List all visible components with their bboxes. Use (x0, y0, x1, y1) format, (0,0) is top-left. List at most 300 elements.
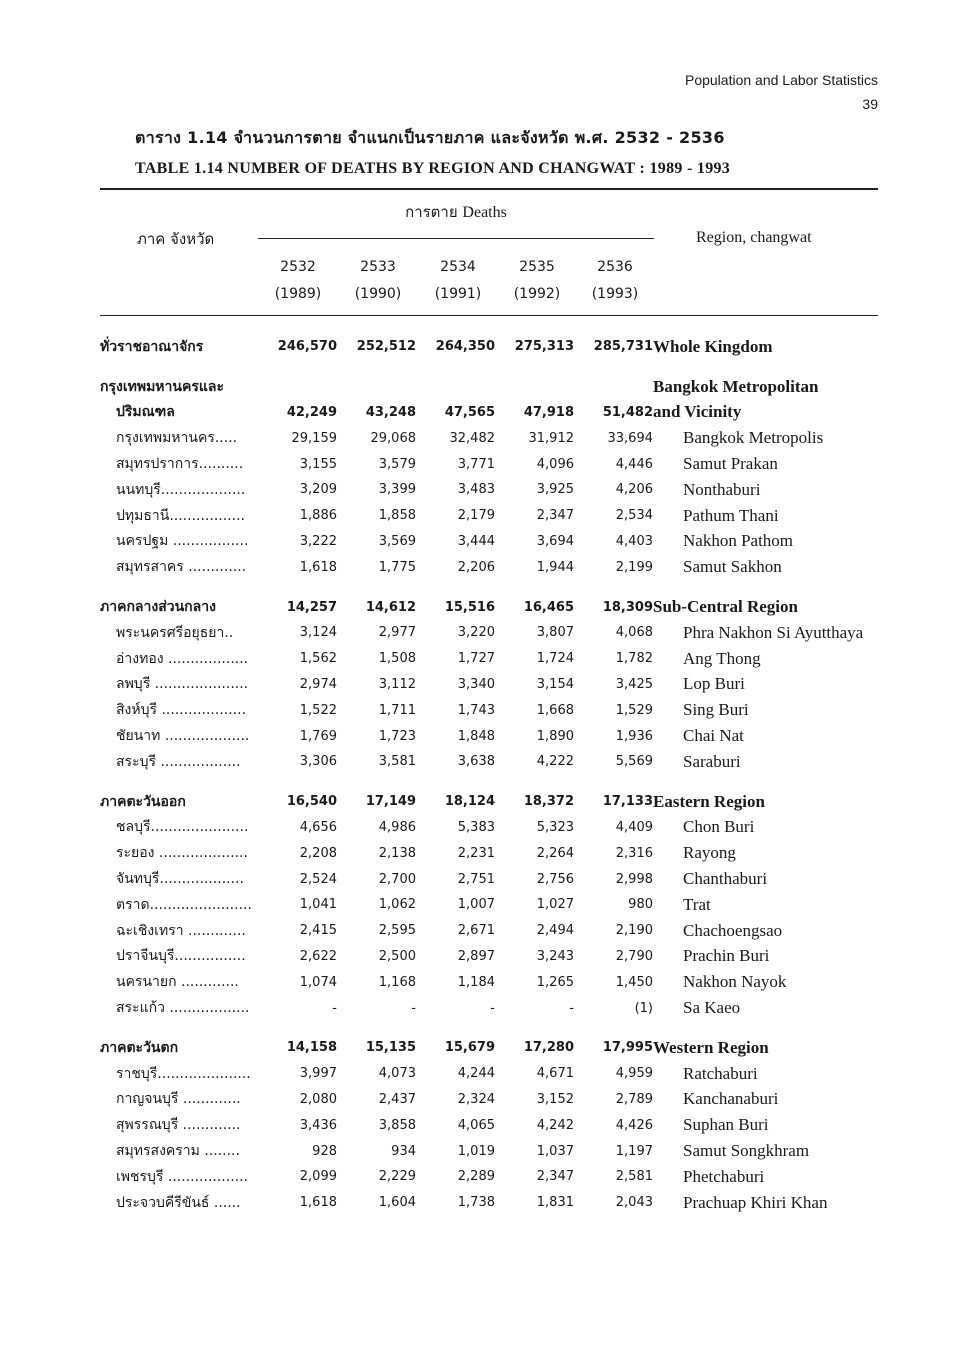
value-text: 18,124 (444, 794, 495, 810)
value-text: 2,977 (378, 625, 416, 641)
value-text: 3,581 (378, 754, 416, 770)
row-label-english: Nakhon Nayok (683, 972, 787, 992)
value-text: 15,135 (365, 1040, 416, 1056)
value-text: 14,158 (286, 1040, 337, 1056)
value-cell (416, 866, 495, 892)
value-text: 2,043 (615, 1195, 653, 1211)
value-text: 3,124 (299, 625, 337, 641)
value-cell (574, 529, 653, 555)
value-cell (416, 918, 495, 944)
value-cell (337, 918, 416, 944)
value-cell (337, 1190, 416, 1216)
value-text: 1,037 (536, 1143, 574, 1159)
value-text: (1) (634, 1000, 653, 1016)
value-cell (416, 594, 495, 620)
value-cell (337, 1061, 416, 1087)
value-cell (258, 477, 337, 503)
value-text: - (490, 1000, 495, 1016)
value-text: 2,229 (378, 1169, 416, 1185)
value-cell (337, 840, 416, 866)
value-cell (337, 723, 416, 749)
value-cell (495, 529, 574, 555)
value-text: 16,540 (286, 794, 337, 810)
row-label-thai: ภาคตะวันออก (100, 793, 186, 810)
table-row (100, 646, 897, 672)
value-text: 1,062 (378, 897, 416, 913)
value-text: 5,383 (457, 819, 495, 835)
row-label-thai: ชัยนาท ................... (116, 728, 250, 745)
table-row (100, 697, 897, 723)
table-row (100, 1035, 897, 1061)
row-label-thai: ภาคกลางส่วนกลาง (100, 599, 216, 616)
row-label-english: Pathum Thani (683, 505, 779, 525)
value-cell (495, 840, 574, 866)
value-cell (258, 1061, 337, 1087)
spacer-cell (100, 360, 897, 374)
value-cell (574, 815, 653, 841)
value-text: 1,450 (615, 974, 653, 990)
value-text: 2,099 (299, 1169, 337, 1185)
value-text: 2,534 (615, 508, 653, 524)
row-label-english: Bangkok Metropolis (683, 428, 824, 448)
value-cell (416, 1164, 495, 1190)
value-cell (574, 374, 653, 400)
table-row (100, 594, 897, 620)
row-label-thai: พระนครศรีอยุธยา.. (116, 624, 234, 641)
value-cell (416, 425, 495, 451)
value-cell (495, 723, 574, 749)
value-text: 4,242 (536, 1117, 574, 1133)
value-cell (574, 1190, 653, 1216)
value-cell (337, 400, 416, 426)
spacer-row (100, 360, 897, 374)
value-cell (416, 646, 495, 672)
table-row (100, 723, 897, 749)
deaths-label-english: Deaths (462, 204, 507, 221)
value-text: 3,152 (536, 1091, 574, 1107)
section-title: Population and Labor Statistics (684, 72, 878, 88)
page-header (685, 72, 878, 112)
year-ce-header: (1989) (274, 286, 322, 302)
value-cell (258, 995, 337, 1021)
value-text: 2,437 (378, 1091, 416, 1107)
value-cell (574, 918, 653, 944)
value-cell (416, 697, 495, 723)
value-cell (258, 334, 337, 360)
value-cell (574, 594, 653, 620)
row-label-english: Trat (683, 894, 711, 914)
value-text: 3,436 (299, 1117, 337, 1133)
column-header-thai-region: ภาค จังหวัด (137, 230, 215, 248)
value-cell (337, 1087, 416, 1113)
value-text: 1,027 (536, 897, 574, 913)
value-cell (258, 1112, 337, 1138)
row-label-english: Chachoengsao (683, 920, 783, 940)
row-label-thai: สมุทรปราการ.......... (116, 456, 244, 473)
value-cell (258, 400, 337, 426)
value-text: 2,415 (299, 923, 337, 939)
value-text: 3,112 (378, 676, 416, 692)
value-cell (495, 1190, 574, 1216)
value-text: 15,516 (444, 599, 495, 615)
value-cell (258, 594, 337, 620)
value-text: 1,197 (615, 1143, 653, 1159)
value-cell (416, 840, 495, 866)
value-cell (258, 1190, 337, 1216)
row-label-thai: นนทบุรี................... (116, 481, 246, 498)
value-text: 275,313 (514, 339, 574, 355)
table-row (100, 554, 897, 580)
page-number: 39 (862, 96, 878, 112)
value-cell (258, 620, 337, 646)
year-be-header: 2534 (440, 259, 476, 275)
value-cell (416, 1061, 495, 1087)
year-be-header: 2535 (519, 259, 555, 275)
value-text: 3,209 (299, 482, 337, 498)
row-label-thai: สระแก้ว .................. (116, 1000, 250, 1017)
value-text: 934 (391, 1143, 416, 1159)
value-cell (337, 503, 416, 529)
row-label-english: Samut Sakhon (683, 557, 782, 577)
value-cell (258, 425, 337, 451)
value-cell (574, 646, 653, 672)
value-text: 17,995 (602, 1040, 653, 1056)
row-label-english: Phra Nakhon Si Ayutthaya (683, 622, 864, 642)
column-header-region-changwat: Region, changwat (696, 229, 812, 246)
value-text: 14,612 (365, 599, 416, 615)
value-cell (416, 969, 495, 995)
value-text: 2,700 (378, 871, 416, 887)
value-text: 1,848 (457, 728, 495, 744)
row-label-english: Suphan Buri (683, 1115, 769, 1135)
value-cell (416, 477, 495, 503)
value-text: 3,222 (299, 533, 337, 549)
table-row (100, 944, 897, 970)
year-be-header: 2533 (360, 259, 396, 275)
value-text: 3,399 (378, 482, 416, 498)
value-cell (416, 995, 495, 1021)
value-cell (337, 815, 416, 841)
value-text: 2,316 (615, 845, 653, 861)
value-text: 1,604 (378, 1195, 416, 1211)
value-cell (337, 646, 416, 672)
value-cell (574, 1061, 653, 1087)
table-row (100, 969, 897, 995)
row-label-thai: ทั่วราชอาณาจักร (100, 338, 204, 355)
value-cell (258, 789, 337, 815)
value-text: 1,508 (378, 651, 416, 667)
value-text: 51,482 (602, 404, 653, 420)
value-text: 3,220 (457, 625, 495, 641)
value-text: 47,565 (444, 404, 495, 420)
value-cell (495, 672, 574, 698)
value-text: 252,512 (356, 339, 416, 355)
value-cell (574, 840, 653, 866)
value-text: 2,974 (299, 676, 337, 692)
value-cell (258, 554, 337, 580)
table-row (100, 892, 897, 918)
value-text: 1,007 (457, 897, 495, 913)
value-cell (574, 697, 653, 723)
value-cell (258, 840, 337, 866)
value-cell (574, 451, 653, 477)
row-label-english: Samut Prakan (683, 454, 778, 474)
value-text: 1,562 (299, 651, 337, 667)
table-row (100, 815, 897, 841)
value-text: 1,890 (536, 728, 574, 744)
value-cell (258, 1087, 337, 1113)
value-cell (495, 400, 574, 426)
value-cell (574, 1138, 653, 1164)
value-cell (337, 697, 416, 723)
value-text: 2,524 (299, 871, 337, 887)
spacer-row (100, 580, 897, 594)
row-label-thai: สระบุรี .................. (116, 753, 241, 770)
value-cell (258, 969, 337, 995)
value-cell (574, 892, 653, 918)
value-cell (337, 477, 416, 503)
value-text: 3,155 (299, 456, 337, 472)
table-title-thai: ตาราง 1.14 จำนวนการตาย จำแนกเป็นรายภาค และจังหวัด พ.ศ. 2532 - 2536 (135, 128, 725, 147)
table-row (100, 672, 897, 698)
value-text: 1,944 (536, 559, 574, 575)
value-cell (416, 451, 495, 477)
table-row (100, 1190, 897, 1216)
value-text: 928 (312, 1143, 337, 1159)
value-text: 4,656 (299, 819, 337, 835)
top-rule (100, 188, 878, 190)
value-cell (574, 749, 653, 775)
value-cell (574, 944, 653, 970)
value-text: 1,529 (615, 702, 653, 718)
value-cell (337, 374, 416, 400)
value-text: 4,409 (615, 819, 653, 835)
value-cell (416, 815, 495, 841)
value-text: 3,483 (457, 482, 495, 498)
value-cell (574, 1164, 653, 1190)
value-cell (258, 697, 337, 723)
value-cell (258, 944, 337, 970)
value-text: 3,807 (536, 625, 574, 641)
value-cell (258, 1035, 337, 1061)
table-title-english: TABLE 1.14 NUMBER OF DEATHS BY REGION AND CHANGWAT : 1989 - 1993 (135, 160, 731, 177)
row-label-thai: ประจวบคีรีขันธ์ ...... (116, 1194, 241, 1211)
deaths-span-rule (258, 238, 654, 239)
value-text: 5,323 (536, 819, 574, 835)
value-cell (258, 723, 337, 749)
value-cell (337, 1112, 416, 1138)
value-text: 2,897 (457, 948, 495, 964)
value-cell (258, 451, 337, 477)
value-cell (258, 918, 337, 944)
value-cell (495, 789, 574, 815)
value-text: 1,769 (299, 728, 337, 744)
value-cell (258, 892, 337, 918)
value-cell (258, 749, 337, 775)
table-row (100, 995, 897, 1021)
row-label-thai: ปริมณฑล (116, 404, 175, 421)
table-row (100, 334, 897, 360)
value-text: 3,425 (615, 676, 653, 692)
value-text: 1,618 (299, 1195, 337, 1211)
value-cell (416, 944, 495, 970)
table-row (100, 918, 897, 944)
table-row (100, 374, 897, 400)
value-text: 1,743 (457, 702, 495, 718)
value-cell (416, 672, 495, 698)
table-row (100, 477, 897, 503)
value-text: 1,668 (536, 702, 574, 718)
row-label-english: Chai Nat (683, 726, 744, 746)
value-text: 18,309 (602, 599, 653, 615)
table-row (100, 503, 897, 529)
row-label-thai: เพชรบุรี .................. (116, 1168, 248, 1185)
value-text: 2,138 (378, 845, 416, 861)
value-cell (574, 554, 653, 580)
value-text: 1,184 (457, 974, 495, 990)
value-cell (337, 892, 416, 918)
row-label-english: Bangkok Metropolitan (653, 376, 819, 396)
row-label-thai: ระยอง .................... (116, 845, 248, 862)
value-cell (495, 918, 574, 944)
value-text: 1,858 (378, 508, 416, 524)
table-row (100, 425, 897, 451)
spacer-row (100, 1021, 897, 1035)
value-text: 4,671 (536, 1066, 574, 1082)
value-cell (337, 529, 416, 555)
value-text: 1,782 (615, 651, 653, 667)
row-label-english: Prachuap Khiri Khan (683, 1192, 828, 1212)
value-cell (337, 1164, 416, 1190)
row-label-thai: ปราจีนบุรี................ (116, 948, 246, 965)
value-text: 15,679 (444, 1040, 495, 1056)
value-text: 5,569 (615, 754, 653, 770)
value-cell (337, 969, 416, 995)
value-text: 3,638 (457, 754, 495, 770)
value-text: 2,206 (457, 559, 495, 575)
value-text: 29,068 (370, 430, 416, 446)
value-text: 1,618 (299, 559, 337, 575)
value-text: 2,324 (457, 1091, 495, 1107)
value-text: 2,231 (457, 845, 495, 861)
value-text: 2,347 (536, 508, 574, 524)
value-cell (495, 477, 574, 503)
value-cell (416, 334, 495, 360)
value-text: 1,831 (536, 1195, 574, 1211)
row-label-thai: ราชบุรี..................... (116, 1065, 251, 1082)
value-text: 2,789 (615, 1091, 653, 1107)
value-text: 1,522 (299, 702, 337, 718)
value-text: 2,264 (536, 845, 574, 861)
value-text: 4,073 (378, 1066, 416, 1082)
row-label-english: Prachin Buri (683, 946, 770, 966)
value-cell (258, 1138, 337, 1164)
value-cell (495, 697, 574, 723)
value-text: 32,482 (449, 430, 495, 446)
row-label-english: Chanthaburi (683, 869, 768, 889)
value-text: 29,159 (291, 430, 337, 446)
value-text: 2,494 (536, 923, 574, 939)
value-cell (337, 451, 416, 477)
row-label-thai: นครนายก ............. (116, 974, 239, 991)
value-text: 3,694 (536, 533, 574, 549)
value-cell (258, 866, 337, 892)
value-text: 4,222 (536, 754, 574, 770)
value-text: 42,249 (286, 404, 337, 420)
column-header-deaths (258, 200, 654, 224)
row-label-thai: ชลบุรี...................... (116, 819, 249, 836)
value-text: 2,581 (615, 1169, 653, 1185)
value-cell (495, 1164, 574, 1190)
value-text: 1,936 (615, 728, 653, 744)
year-ce-header: (1991) (434, 286, 482, 302)
value-text: 3,579 (378, 456, 416, 472)
value-cell (495, 646, 574, 672)
value-cell (495, 451, 574, 477)
value-cell (416, 1112, 495, 1138)
value-text: 3,154 (536, 676, 574, 692)
value-cell (416, 1035, 495, 1061)
row-label-english: Kanchanaburi (683, 1089, 779, 1109)
value-text: 4,986 (378, 819, 416, 835)
value-text: 4,096 (536, 456, 574, 472)
value-cell (495, 892, 574, 918)
value-cell (574, 503, 653, 529)
value-cell (416, 1087, 495, 1113)
row-label-english: Lop Buri (683, 674, 745, 694)
value-cell (495, 1035, 574, 1061)
row-label-english: and Vicinity (653, 402, 742, 422)
value-cell (337, 554, 416, 580)
value-text: 4,426 (615, 1117, 653, 1133)
value-text: 285,731 (593, 339, 653, 355)
table-row (100, 1087, 897, 1113)
value-cell (495, 620, 574, 646)
value-cell (495, 1138, 574, 1164)
value-text: 31,912 (528, 430, 574, 446)
value-text: 1,724 (536, 651, 574, 667)
deaths-table-body (100, 334, 897, 1216)
value-text: 4,244 (457, 1066, 495, 1082)
value-cell (495, 425, 574, 451)
value-text: 1,265 (536, 974, 574, 990)
value-text: 33,694 (607, 430, 653, 446)
row-label-english: Nakhon Pathom (683, 531, 794, 551)
spacer-cell (100, 775, 897, 789)
value-cell (258, 672, 337, 698)
value-cell (495, 1112, 574, 1138)
deaths-label-thai: การตาย (405, 203, 458, 221)
value-text: 1,041 (299, 897, 337, 913)
value-text: 3,340 (457, 676, 495, 692)
value-cell (416, 723, 495, 749)
value-cell (416, 529, 495, 555)
row-label-thai: จันทบุรี................... (116, 871, 244, 888)
table-row (100, 866, 897, 892)
value-text: - (411, 1000, 416, 1016)
value-text: 264,350 (435, 339, 495, 355)
row-label-english: Ang Thong (683, 648, 761, 668)
row-label-thai: นครปฐม ................. (116, 533, 249, 550)
value-cell (416, 1138, 495, 1164)
value-text: 17,133 (602, 794, 653, 810)
value-cell (574, 969, 653, 995)
value-text: 2,751 (457, 871, 495, 887)
value-cell (337, 620, 416, 646)
value-text: 4,065 (457, 1117, 495, 1133)
value-text: 3,858 (378, 1117, 416, 1133)
value-text: 3,925 (536, 482, 574, 498)
